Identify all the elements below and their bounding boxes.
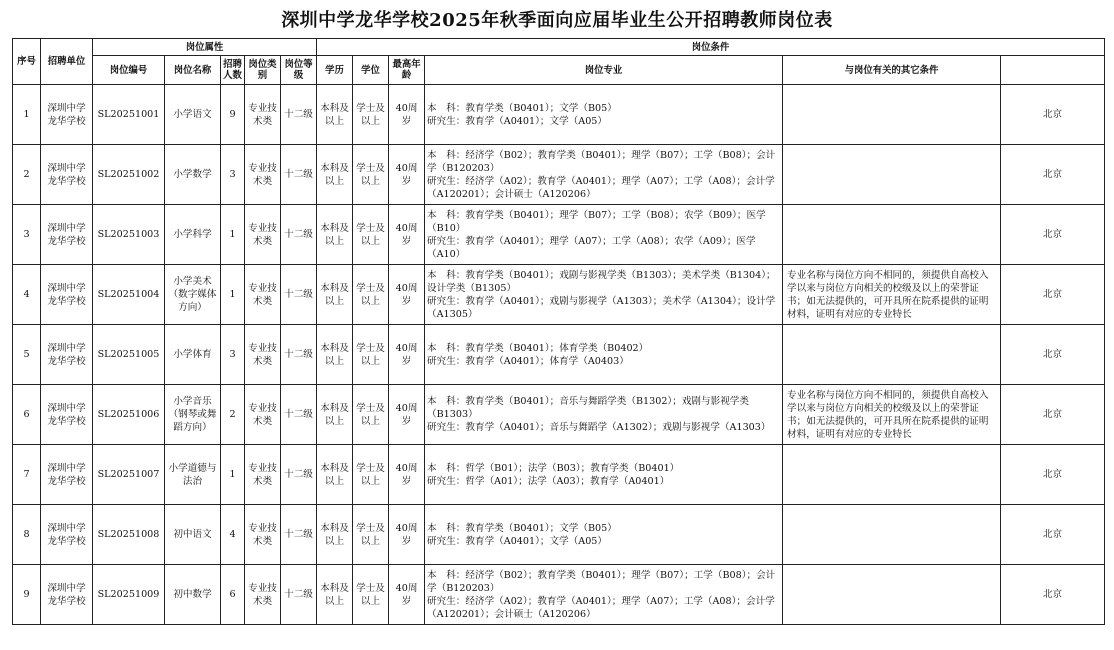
cell-exam: 北京 bbox=[1001, 505, 1105, 565]
cell-degree: 学士及以上 bbox=[353, 505, 389, 565]
cell-category: 专业技术类 bbox=[245, 505, 281, 565]
cell-other bbox=[783, 505, 1001, 565]
cell-category: 专业技术类 bbox=[245, 205, 281, 265]
cell-grade: 十二级 bbox=[281, 205, 317, 265]
cell-major bbox=[425, 385, 783, 445]
table-row bbox=[13, 265, 1105, 325]
header-major: 岗位专业 bbox=[425, 56, 783, 85]
cell-seq: 4 bbox=[13, 265, 41, 325]
cell-name: 小学体育 bbox=[165, 325, 221, 385]
cell-other bbox=[783, 445, 1001, 505]
cell-seq: 1 bbox=[13, 85, 41, 145]
cell-major bbox=[425, 565, 783, 625]
cell-count: 3 bbox=[221, 325, 245, 385]
cell-seq: 5 bbox=[13, 325, 41, 385]
cell-name: 初中语文 bbox=[165, 505, 221, 565]
cell-count: 4 bbox=[221, 505, 245, 565]
cell-name: 小学道德与法治 bbox=[165, 445, 221, 505]
table-row bbox=[13, 85, 1105, 145]
cell-name: 小学美术（数字媒体方向） bbox=[165, 265, 221, 325]
cell-exam: 北京 bbox=[1001, 85, 1105, 145]
cell-exam: 北京 bbox=[1001, 205, 1105, 265]
table-row bbox=[13, 505, 1105, 565]
table-row bbox=[13, 565, 1105, 625]
header-category: 岗位类别 bbox=[245, 56, 281, 85]
page-title: 深圳中学龙华学校2025年秋季面向应届毕业生公开招聘教师岗位表 bbox=[281, 10, 833, 31]
cell-edu: 本科及以上 bbox=[317, 265, 353, 325]
cell-unit: 深圳中学龙华学校 bbox=[41, 445, 93, 505]
cell-other bbox=[783, 145, 1001, 205]
table-row bbox=[13, 385, 1105, 445]
cell-code: SL20251004 bbox=[93, 265, 165, 325]
cell-unit: 深圳中学龙华学校 bbox=[41, 385, 93, 445]
cell-other: 专业名称与岗位方向不相同的，须提供自高校入学以来与岗位方向相关的校级及以上的荣誉证书；如无法提供的，可开具所在院系提供的证明材料，证明有对应的专业特长 bbox=[783, 385, 1001, 445]
major-line: 研究生：教育学（A0401）；音乐与舞蹈学（A1302）；戏剧与影视学（A1303） bbox=[427, 422, 771, 433]
cell-unit: 深圳中学龙华学校 bbox=[41, 205, 93, 265]
major-line: 研究生：教育学（A0401）；理学（A07）；工学（A08）；农学（A09）；医学（A10） bbox=[427, 235, 756, 260]
cell-degree: 学士及以上 bbox=[353, 385, 389, 445]
cell-grade: 十二级 bbox=[281, 325, 317, 385]
cell-grade: 十二级 bbox=[281, 505, 317, 565]
major-line: 本 科：教育学类（B0401）；文学（B05） bbox=[427, 102, 617, 114]
header-cond-group: 岗位条件 bbox=[317, 39, 1105, 56]
cell-code: SL20251005 bbox=[93, 325, 165, 385]
cell-age: 40周岁 bbox=[389, 205, 425, 265]
cell-major bbox=[425, 505, 783, 565]
major-line: 研究生：教育学（A0401）；文学（A05） bbox=[427, 115, 608, 127]
major-line: 本 科：经济学（B02）；教育学类（B0401）；理学（B07）；工学（B08）；会计学（B120203） bbox=[427, 149, 776, 174]
cell-unit: 深圳中学龙华学校 bbox=[41, 145, 93, 205]
cell-code: SL20251001 bbox=[93, 85, 165, 145]
cell-count: 6 bbox=[221, 565, 245, 625]
cell-major bbox=[425, 205, 783, 265]
header-unit: 招聘单位 bbox=[41, 39, 93, 85]
cell-name: 初中数学 bbox=[165, 565, 221, 625]
cell-grade: 十二级 bbox=[281, 85, 317, 145]
cell-seq: 6 bbox=[13, 385, 41, 445]
cell-exam: 北京 bbox=[1001, 565, 1105, 625]
major-line: 本 科：教育学类（B0401）；体育学类（B0402） bbox=[427, 342, 649, 354]
cell-grade: 十二级 bbox=[281, 145, 317, 205]
cell-edu: 本科及以上 bbox=[317, 445, 353, 505]
cell-name: 小学语文 bbox=[165, 85, 221, 145]
cell-name: 小学音乐（钢琴或舞蹈方向） bbox=[165, 385, 221, 445]
cell-age: 40周岁 bbox=[389, 505, 425, 565]
header-count: 招聘人数 bbox=[221, 56, 245, 85]
cell-other bbox=[783, 325, 1001, 385]
cell-degree: 学士及以上 bbox=[353, 145, 389, 205]
header-attr-group: 岗位属性 bbox=[93, 39, 317, 56]
major-line: 本 科：教育学类（B0401）；音乐与舞蹈学类（B1302）；戏剧与影视学类（B1303） bbox=[427, 396, 749, 420]
cell-age: 40周岁 bbox=[389, 565, 425, 625]
cell-grade: 十二级 bbox=[281, 565, 317, 625]
cell-exam: 北京 bbox=[1001, 325, 1105, 385]
header-other: 与岗位有关的其它条件 bbox=[783, 56, 1001, 85]
cell-age: 40周岁 bbox=[389, 85, 425, 145]
cell-edu: 本科及以上 bbox=[317, 205, 353, 265]
table-body bbox=[13, 85, 1105, 625]
cell-category: 专业技术类 bbox=[245, 565, 281, 625]
major-line: 本 科：经济学（B02）；教育学类（B0401）；理学（B07）；工学（B08）；会计学（B120203） bbox=[427, 569, 776, 594]
cell-major bbox=[425, 265, 783, 325]
cell-degree: 学士及以上 bbox=[353, 565, 389, 625]
major-line: 本 科：教育学类（B0401）；理学（B07）；工学（B08）；农学（B09）；医学（B10） bbox=[427, 209, 766, 234]
cell-major bbox=[425, 325, 783, 385]
major-line: 研究生：经济学（A02）；教育学（A0401）；理学（A07）；工学（A08）；会计学（A120201）；会计硕士（A120206） bbox=[427, 595, 775, 620]
cell-age: 40周岁 bbox=[389, 325, 425, 385]
cell-edu: 本科及以上 bbox=[317, 325, 353, 385]
cell-other: 专业名称与岗位方向不相同的，须提供自高校入学以来与岗位方向相关的校级及以上的荣誉证书；如无法提供的，可开具所在院系提供的证明材料，证明有对应的专业特长 bbox=[783, 265, 1001, 325]
cell-edu: 本科及以上 bbox=[317, 565, 353, 625]
cell-other bbox=[783, 565, 1001, 625]
cell-count: 1 bbox=[221, 445, 245, 505]
cell-category: 专业技术类 bbox=[245, 325, 281, 385]
major-line: 研究生：哲学（A01）；法学（A03）；教育学（A0401） bbox=[427, 475, 670, 487]
cell-unit: 深圳中学龙华学校 bbox=[41, 265, 93, 325]
header-edu: 学历 bbox=[317, 56, 353, 85]
cell-exam: 北京 bbox=[1001, 445, 1105, 505]
cell-edu: 本科及以上 bbox=[317, 505, 353, 565]
cell-age: 40周岁 bbox=[389, 265, 425, 325]
cell-age: 40周岁 bbox=[389, 145, 425, 205]
cell-grade: 十二级 bbox=[281, 385, 317, 445]
header-degree: 学位 bbox=[353, 56, 389, 85]
cell-grade: 十二级 bbox=[281, 445, 317, 505]
cell-unit: 深圳中学龙华学校 bbox=[41, 565, 93, 625]
cell-count: 1 bbox=[221, 265, 245, 325]
cell-category: 专业技术类 bbox=[245, 445, 281, 505]
major-line: 研究生：教育学（A0401）；体育学（A0403） bbox=[427, 355, 629, 367]
cell-category: 专业技术类 bbox=[245, 385, 281, 445]
cell-degree: 学士及以上 bbox=[353, 265, 389, 325]
cell-major bbox=[425, 145, 783, 205]
header-code: 岗位编号 bbox=[93, 56, 165, 85]
cell-other bbox=[783, 85, 1001, 145]
header-grade: 岗位等级 bbox=[281, 56, 317, 85]
cell-seq: 2 bbox=[13, 145, 41, 205]
header-age: 最高年龄 bbox=[389, 56, 425, 85]
cell-major bbox=[425, 445, 783, 505]
cell-unit: 深圳中学龙华学校 bbox=[41, 505, 93, 565]
cell-code: SL20251003 bbox=[93, 205, 165, 265]
header-seq: 序号 bbox=[13, 39, 41, 85]
cell-count: 9 bbox=[221, 85, 245, 145]
cell-other bbox=[783, 205, 1001, 265]
cell-seq: 9 bbox=[13, 565, 41, 625]
cell-seq: 7 bbox=[13, 445, 41, 505]
major-line: 本 科：教育学类（B0401）；戏剧与影视学类（B1303）；美术学类（B1304）；设计学类（B1305） bbox=[427, 269, 776, 294]
table-row bbox=[13, 145, 1105, 205]
cell-name: 小学数学 bbox=[165, 145, 221, 205]
cell-code: SL20251009 bbox=[93, 565, 165, 625]
cell-degree: 学士及以上 bbox=[353, 85, 389, 145]
cell-edu: 本科及以上 bbox=[317, 85, 353, 145]
cell-exam: 北京 bbox=[1001, 265, 1105, 325]
table-row bbox=[13, 205, 1105, 265]
cell-edu: 本科及以上 bbox=[317, 145, 353, 205]
cell-degree: 学士及以上 bbox=[353, 325, 389, 385]
cell-degree: 学士及以上 bbox=[353, 205, 389, 265]
major-line: 本 科：教育学类（B0401）；文学（B05） bbox=[427, 522, 617, 534]
cell-count: 2 bbox=[221, 385, 245, 445]
cell-exam: 北京 bbox=[1001, 385, 1105, 445]
cell-edu: 本科及以上 bbox=[317, 385, 353, 445]
cell-code: SL20251007 bbox=[93, 445, 165, 505]
cell-category: 专业技术类 bbox=[245, 145, 281, 205]
cell-category: 专业技术类 bbox=[245, 265, 281, 325]
cell-age: 40周岁 bbox=[389, 385, 425, 445]
cell-seq: 8 bbox=[13, 505, 41, 565]
cell-code: SL20251002 bbox=[93, 145, 165, 205]
cell-major bbox=[425, 85, 783, 145]
cell-name: 小学科学 bbox=[165, 205, 221, 265]
cell-degree: 学士及以上 bbox=[353, 445, 389, 505]
cell-grade: 十二级 bbox=[281, 265, 317, 325]
major-line: 研究生：经济学（A02）；教育学（A0401）；理学（A07）；工学（A08）；会计学（A120201）；会计硕士（A120206） bbox=[427, 175, 775, 200]
major-line: 本 科：哲学（B01）；法学（B03）；教育学类（B0401） bbox=[427, 462, 680, 474]
cell-seq: 3 bbox=[13, 205, 41, 265]
major-line: 研究生：教育学（A0401）；文学（A05） bbox=[427, 535, 608, 547]
table-row bbox=[13, 325, 1105, 385]
cell-code: SL20251008 bbox=[93, 505, 165, 565]
cell-code: SL20251006 bbox=[93, 385, 165, 445]
table-row bbox=[13, 445, 1105, 505]
cell-exam: 北京 bbox=[1001, 145, 1105, 205]
cell-age: 40周岁 bbox=[389, 445, 425, 505]
cell-category: 专业技术类 bbox=[245, 85, 281, 145]
major-line: 研究生：教育学（A0401）；戏剧与影视学（A1303）；美术学（A1304）；设计学（A1305） bbox=[427, 295, 776, 320]
cell-count: 3 bbox=[221, 145, 245, 205]
header-name: 岗位名称 bbox=[165, 56, 221, 85]
cell-unit: 深圳中学龙华学校 bbox=[41, 325, 93, 385]
job-table bbox=[12, 38, 1105, 625]
cell-unit: 深圳中学龙华学校 bbox=[41, 85, 93, 145]
cell-count: 1 bbox=[221, 205, 245, 265]
